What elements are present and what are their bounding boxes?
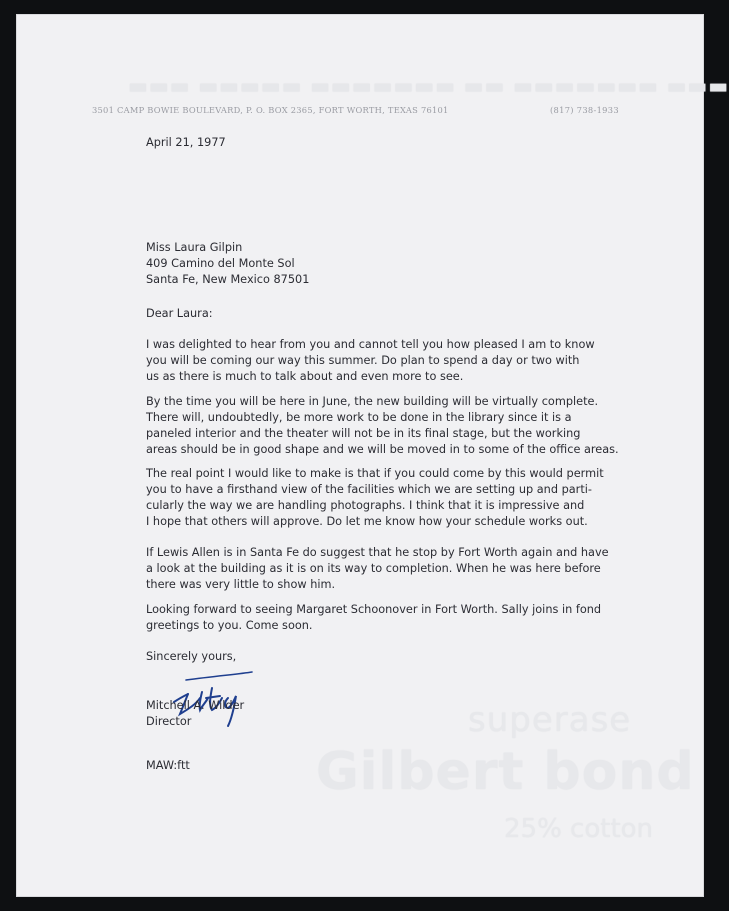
recipient-line: Santa Fe, New Mexico 87501 [146,273,310,286]
text-line: you will be coming our way this summer. Do plan to spend a day or two with [146,354,580,367]
text-line: If Lewis Allen is in Santa Fe do suggest that he stop by Fort Worth again and have [146,546,609,559]
typist-initials: MAW:ftt [146,759,190,772]
watermark-line: superase [468,700,632,740]
salutation: Dear Laura: [146,307,213,320]
recipient-line: Miss Laura Gilpin [146,241,243,254]
paragraph-3 [146,466,604,530]
recipient-line: 409 Camino del Monte Sol [146,257,295,270]
text-line: I hope that others will approve. Do let me know how your schedule works out. [146,515,588,528]
text-line: There will, undoubtedly, be more work to be done in the library since it is a [146,411,572,424]
paragraph-4 [146,545,609,593]
paragraph-5 [146,602,601,634]
letterhead-phone: (817) 738-1933 [550,105,619,115]
text-line: Looking forward to seeing Margaret Schoonover in Fort Worth. Sally joins in fond [146,603,602,616]
faded-letterhead-logo: ▬▬▬ ▬▬▬▬▬ ▬▬▬▬▬▬▬ ▬▬ ▬▬▬▬▬▬▬ ▬▬▬ [128,74,729,98]
signer-block [146,698,244,730]
paragraph-1 [146,337,595,385]
text-line: cularly the way we are handling photographs. I think that it is impressive and [146,499,585,512]
text-line: a look at the building as it is on its way to completion. When he was here before [146,562,601,575]
watermark-line: 25% cotton [504,814,654,844]
text-line: us as there is much to talk about and even more to see. [146,370,464,383]
signer-title: Director [146,715,192,728]
text-line: By the time you will be here in June, the new building will be virtually complete. [146,395,599,408]
paragraph-2 [146,394,619,458]
text-line: greetings to you. Come soon. [146,619,313,632]
closing: Sincerely yours, [146,650,237,663]
letterhead-address: 3501 CAMP BOWIE BOULEVARD, P. O. BOX 2365, FORT WORTH, TEXAS 76101 [92,105,449,115]
text-line: you to have a firsthand view of the facilities which we are setting up and parti- [146,483,592,496]
text-line: The real point I would like to make is that if you could come by this would permit [146,467,604,480]
letter-page [16,14,729,897]
text-line: there was very little to show him. [146,578,336,591]
letter-date: April 21, 1977 [146,136,226,149]
watermark-line: Gilbert bond [316,742,695,802]
text-line: paneled interior and the theater will not be in its final stage, but the working [146,427,581,440]
signer-name: Mitchell A. Wilder [146,699,245,712]
text-line: areas should be in good shape and we will be moved in to some of the office areas. [146,443,619,456]
text-line: I was delighted to hear from you and cannot tell you how pleased I am to know [146,338,595,351]
recipient-address [146,240,309,288]
